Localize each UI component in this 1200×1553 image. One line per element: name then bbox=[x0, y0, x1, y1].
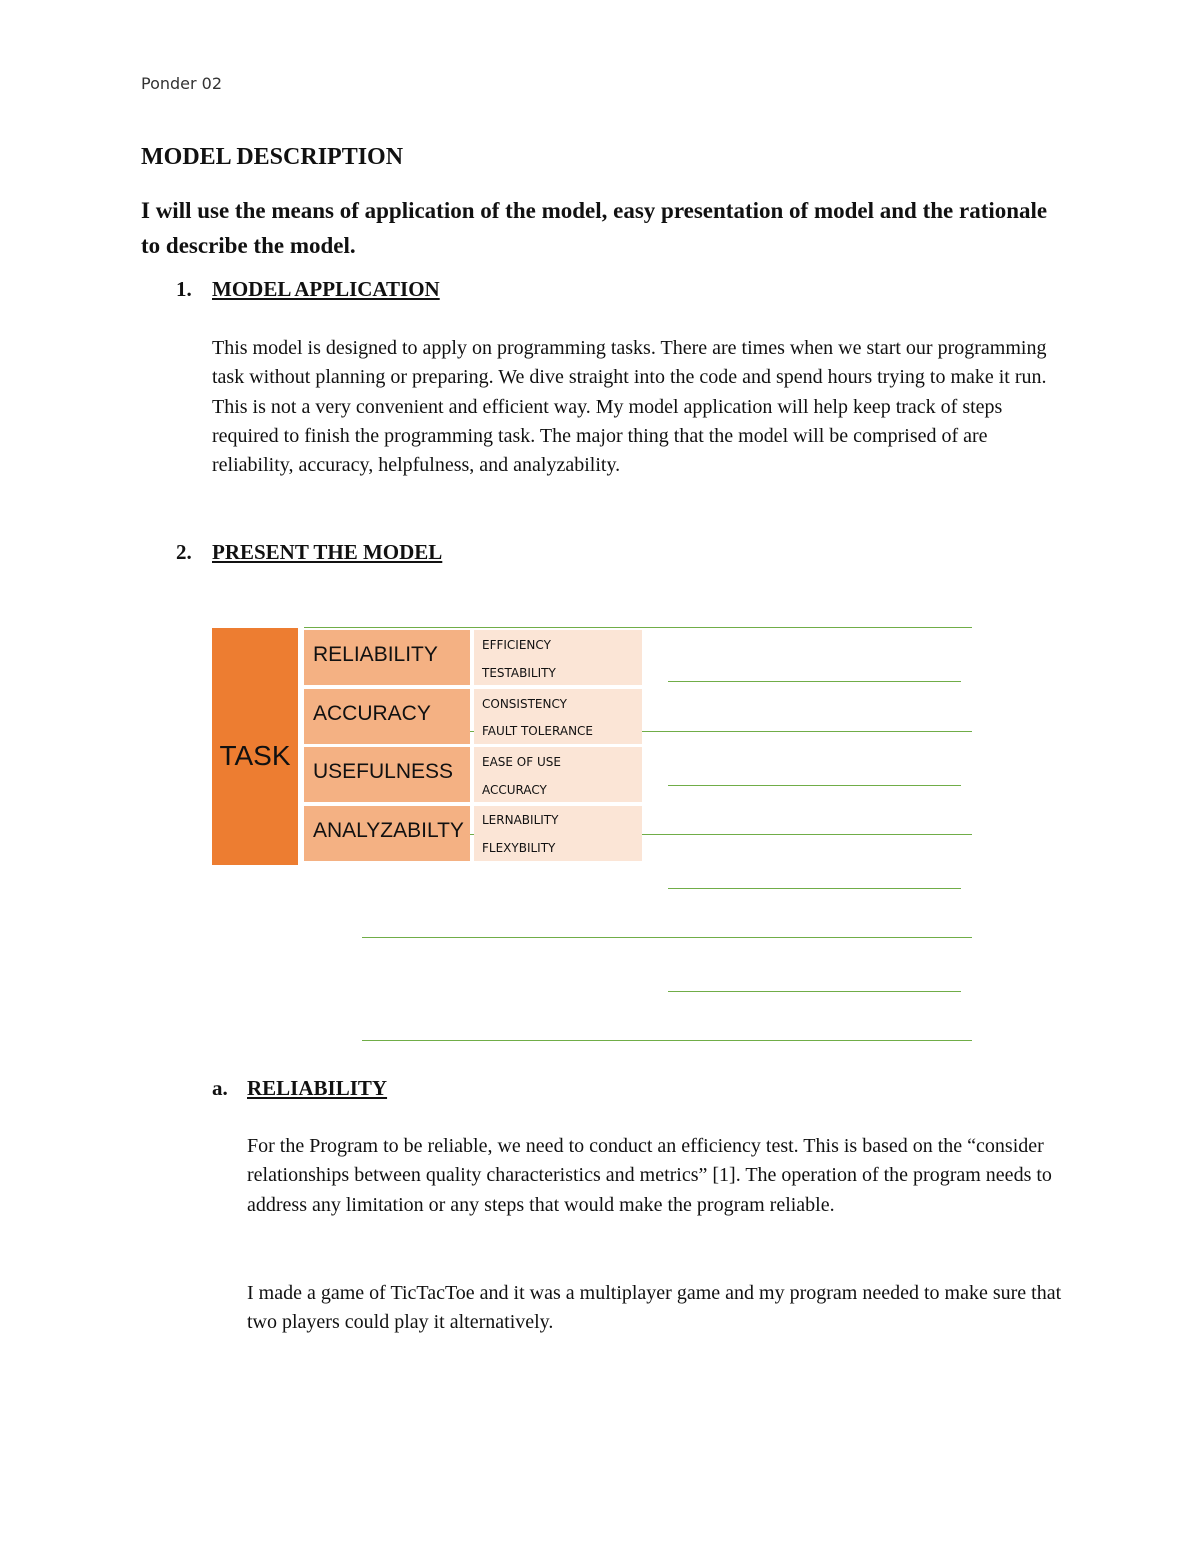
section-2-heading bbox=[176, 540, 443, 565]
connector-line bbox=[668, 888, 961, 889]
section-a-title: RELIABILITY bbox=[247, 1076, 388, 1100]
sub-label: EFFICIENCY bbox=[482, 638, 551, 652]
section-1-number: 1. bbox=[176, 277, 192, 301]
page-header: Ponder 02 bbox=[141, 74, 223, 93]
connector-line bbox=[362, 1040, 972, 1041]
quality-label-analyzability: ANALYZABILTY bbox=[313, 819, 464, 842]
quality-label-reliability: RELIABILITY bbox=[313, 643, 438, 666]
intro-paragraph: I will use the means of application of the model, easy presentation of model and the rationale to describe the model. bbox=[141, 198, 1048, 258]
section-2-number: 2. bbox=[176, 540, 192, 564]
section-2-title: PRESENT THE MODEL bbox=[212, 540, 443, 564]
sub-label: FLEXYBILITY bbox=[482, 841, 556, 855]
sub-label: CONSISTENCY bbox=[482, 697, 567, 711]
sub-label: ACCURACY bbox=[482, 783, 547, 797]
sub-label: EASE OF USE bbox=[482, 755, 561, 769]
section-1-heading bbox=[176, 277, 440, 302]
quality-label-usefulness: USEFULNESS bbox=[313, 760, 454, 783]
section-a-heading bbox=[212, 1076, 388, 1101]
connector-line bbox=[362, 937, 972, 938]
section-a-body-1: For the Program to be reliable, we need to conduct an efficiency test. This is based on the “consider relationships between quality characteristics and metrics” [1]. The operation of the program needs to address any limitation or any steps that would make the program reliable. bbox=[247, 1135, 1052, 1216]
section-1-title: MODEL APPLICATION bbox=[212, 277, 440, 301]
connector-line bbox=[668, 681, 961, 682]
connector-line bbox=[668, 991, 961, 992]
section-a-number: a. bbox=[212, 1076, 228, 1100]
connector-line bbox=[668, 785, 961, 786]
sub-label: TESTABILITY bbox=[482, 666, 556, 680]
connector-line bbox=[304, 627, 972, 628]
sub-label: FAULT TOLERANCE bbox=[482, 724, 594, 738]
task-label: TASK bbox=[219, 740, 291, 771]
section-1-body: This model is designed to apply on programming tasks. There are times when we start our programming task without planning or preparing. We dive straight into the code and spend hours trying to make it run. This is not a very convenient and efficient way. My model application will help keep track of steps required to finish the programming task. The major thing that the model will be comprised of are reliability, accuracy, helpfulness, and analyzability. bbox=[212, 337, 1047, 477]
quality-label-accuracy: ACCURACY bbox=[313, 702, 431, 725]
section-a-body-2: I made a game of TicTacToe and it was a multiplayer game and my program needed to make sure that two players could play it alternatively. bbox=[247, 1282, 1062, 1334]
document-title: MODEL DESCRIPTION bbox=[141, 144, 404, 170]
sub-label: LERNABILITY bbox=[482, 813, 559, 827]
